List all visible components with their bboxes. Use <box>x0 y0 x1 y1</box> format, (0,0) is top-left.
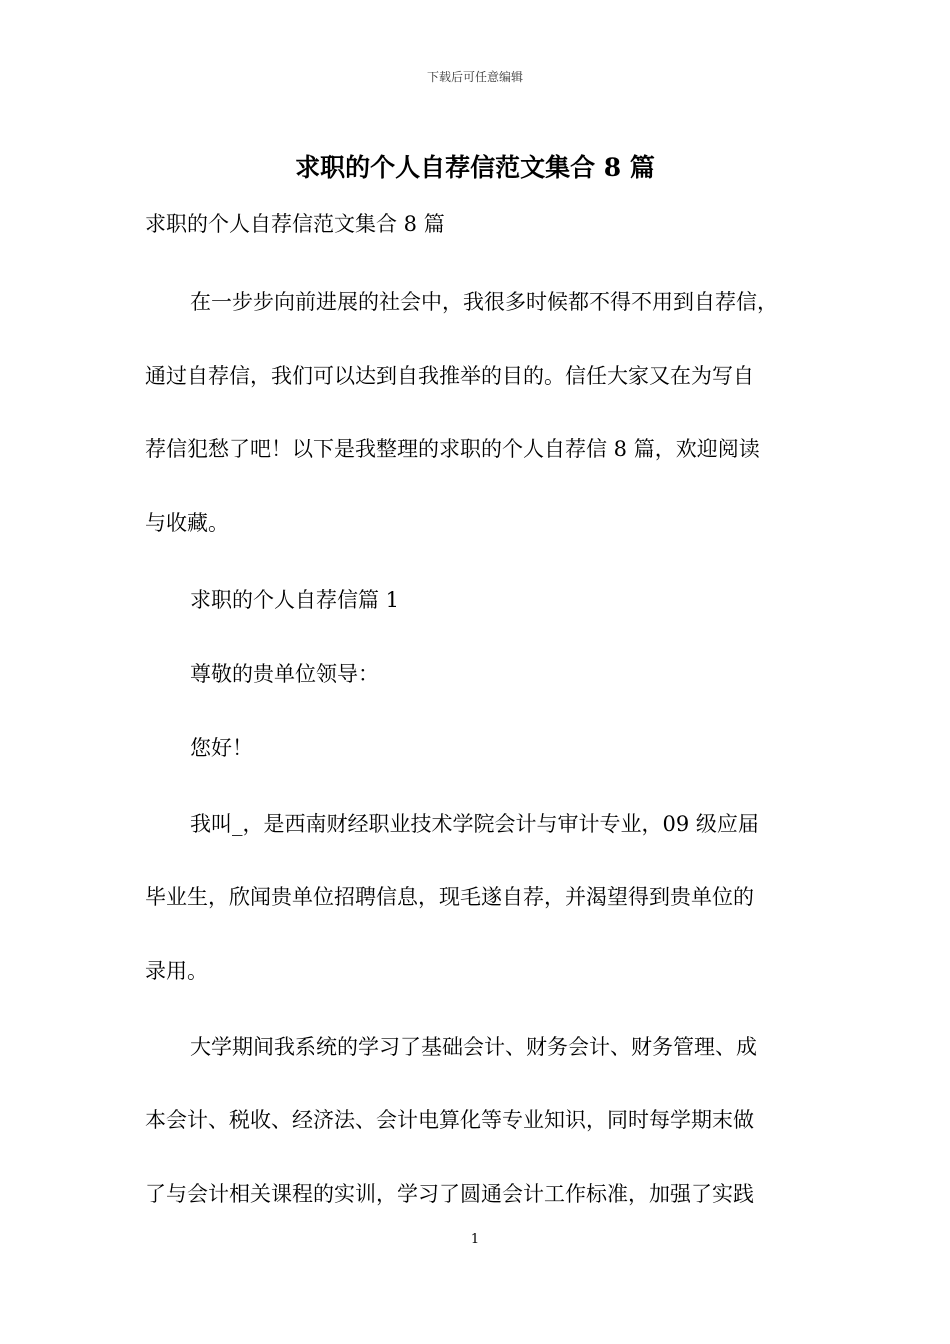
para2-line-1: 大学期间我系统的学习了基础会计、财务会计、财务管理、成 <box>190 1035 757 1059</box>
para2-line-2: 本会计、税收、经济法、会计电算化等专业知识，同时每学期末做 <box>145 1108 754 1132</box>
intro-line-3: 荐信犯愁了吧！以下是我整理的求职的个人自荐信 8 篇，欢迎阅读 <box>145 437 760 461</box>
salutation: 尊敬的贵单位领导： <box>190 662 379 686</box>
greeting: 您好！ <box>190 736 253 760</box>
intro-line-2: 通过自荐信，我们可以达到自我推举的目的。信任大家又在为写自 <box>145 364 754 388</box>
page-header-note: 下载后可任意编辑 <box>426 70 523 84</box>
para2-line-3: 了与会计相关课程的实训，学习了圆通会计工作标准，加强了实践 <box>145 1182 754 1206</box>
intro-line-4: 与收藏。 <box>145 511 229 535</box>
document-title: 求职的个人自荐信范文集合 8 篇 <box>295 153 655 182</box>
letter-heading: 求职的个人自荐信篇 1 <box>190 588 400 612</box>
document-subtitle: 求职的个人自荐信范文集合 8 篇 <box>145 212 445 236</box>
page-number: 1 <box>470 1232 480 1247</box>
intro-line-1: 在一步步向前进展的社会中，我很多时候都不得不用到自荐信， <box>190 290 778 314</box>
para1-line-2: 毕业生，欣闻贵单位招聘信息，现毛遂自荐，并渴望得到贵单位的 <box>145 885 754 909</box>
para1-line-1: 我叫_，是西南财经职业技术学院会计与审计专业，09 级应届 <box>190 812 759 836</box>
para1-line-3: 录用。 <box>145 959 208 983</box>
